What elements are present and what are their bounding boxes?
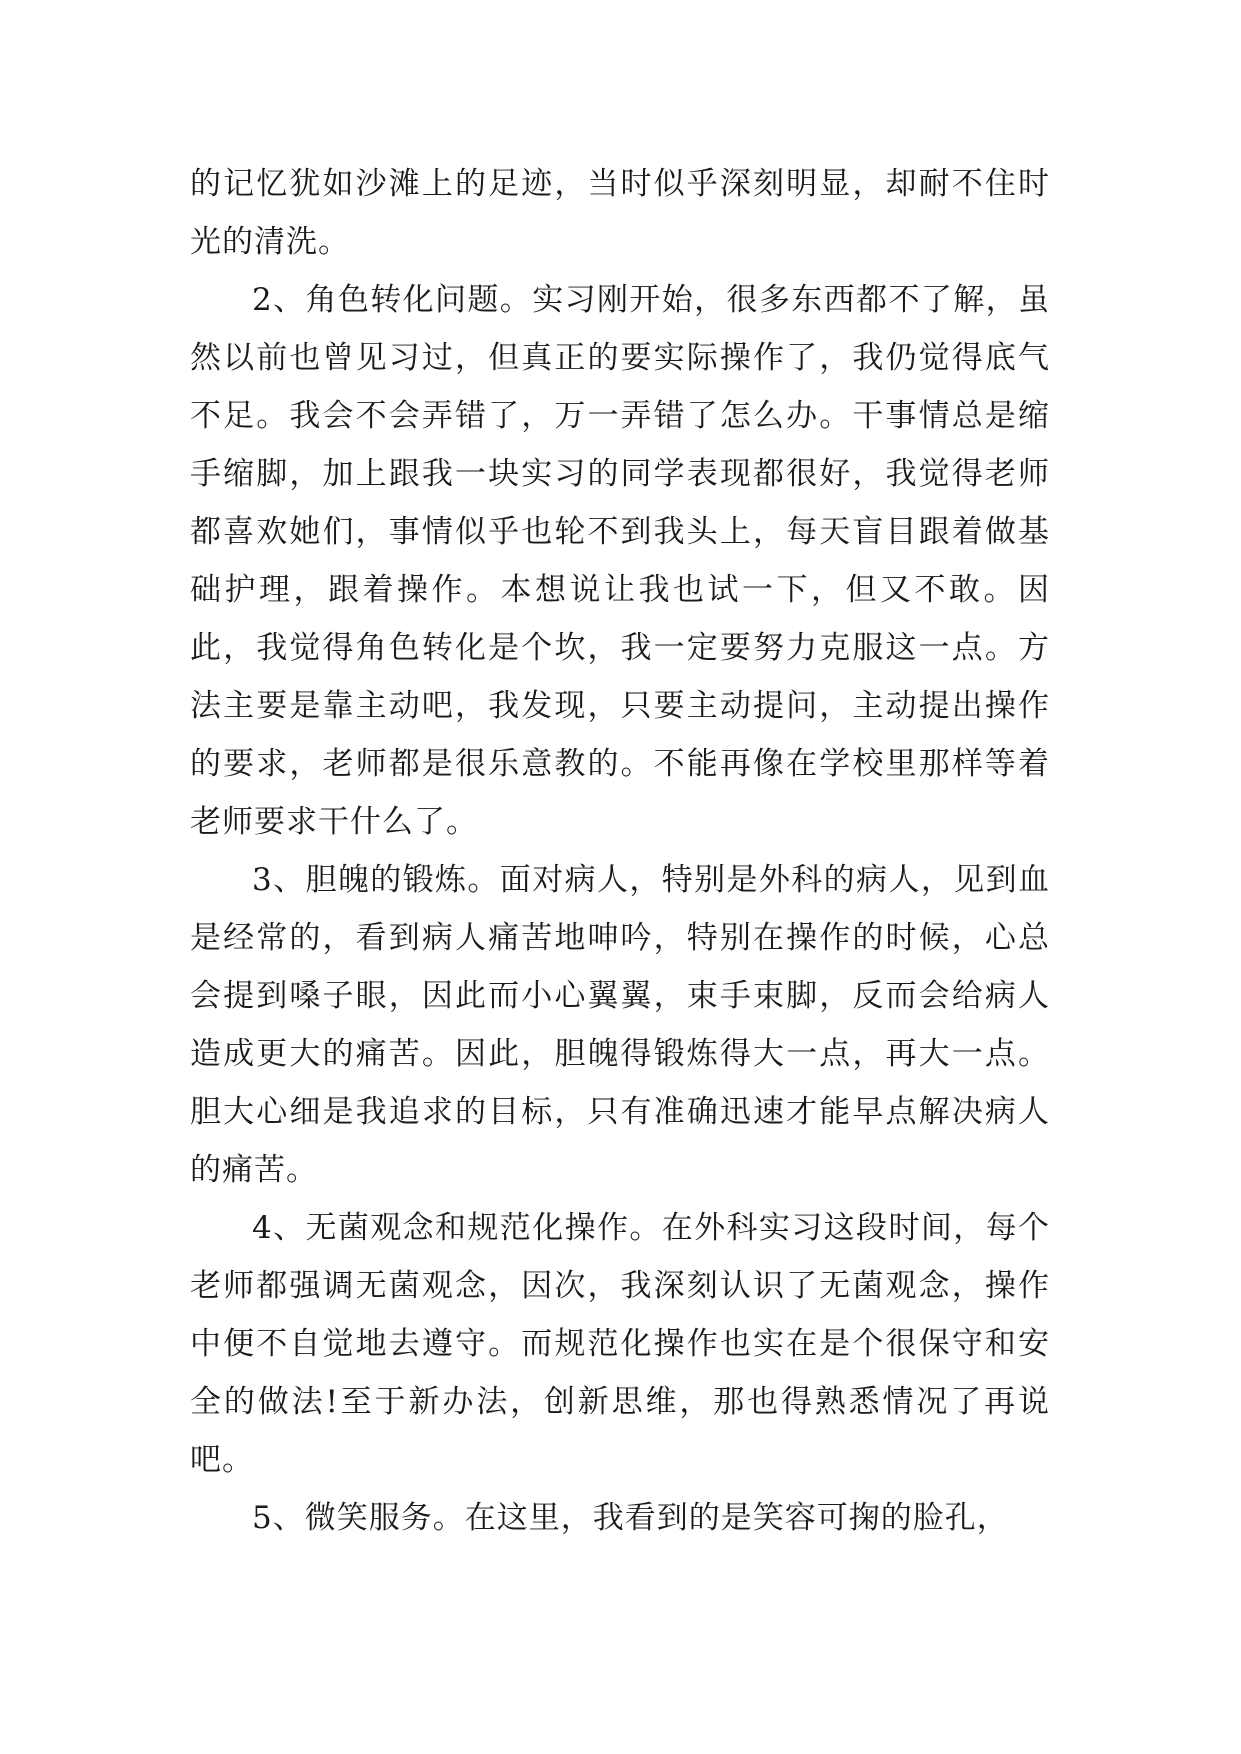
document-body [190,155,1050,1547]
paragraph-continued: 的记忆犹如沙滩上的足迹，当时似乎深刻明显，却耐不住时光的清洗。 [190,166,1050,260]
paragraph-courage-training: 3、胆魄的锻炼。面对病人，特别是外科的病人，见到血是经常的，看到病人痛苦地呻吟，特别在操作的时候，心总会提到嗓子眼，因此而小心翼翼，束手束脚，反而会给病人造成更大的痛苦。因此，胆魄得锻炼得大一点，再大一点。胆大心细是我追求的目标，只有准确迅速才能早点解决病人的痛苦。 [190,862,1050,1188]
paragraph-role-transition: 2、角色转化问题。实习刚开始，很多东西都不了解，虽然以前也曾见习过，但真正的要实际操作了，我仍觉得底气不足。我会不会弄错了，万一弄错了怎么办。干事情总是缩手缩脚，加上跟我一块实习的同学表现都很好，我觉得老师都喜欢她们，事情似乎也轮不到我头上，每天盲目跟着做基础护理，跟着操作。本想说让我也试一下，但又不敢。因此，我觉得角色转化是个坎，我一定要努力克服这一点。方法主要是靠主动吧，我发现，只要主动提问，主动提出操作的要求，老师都是很乐意教的。不能再像在学校里那样等着老师要求干什么了。 [190,282,1050,840]
paragraph-aseptic-technique: 4、无菌观念和规范化操作。在外科实习这段时间，每个老师都强调无菌观念，因次，我深刻认识了无菌观念，操作中便不自觉地去遵守。而规范化操作也实在是个很保守和安全的做法!至于新办法，创新思维，那也得熟悉情况了再说吧。 [190,1210,1050,1478]
paragraph-smile-service: 5、微笑服务。在这里，我看到的是笑容可掬的脸孔， [252,1500,1009,1536]
